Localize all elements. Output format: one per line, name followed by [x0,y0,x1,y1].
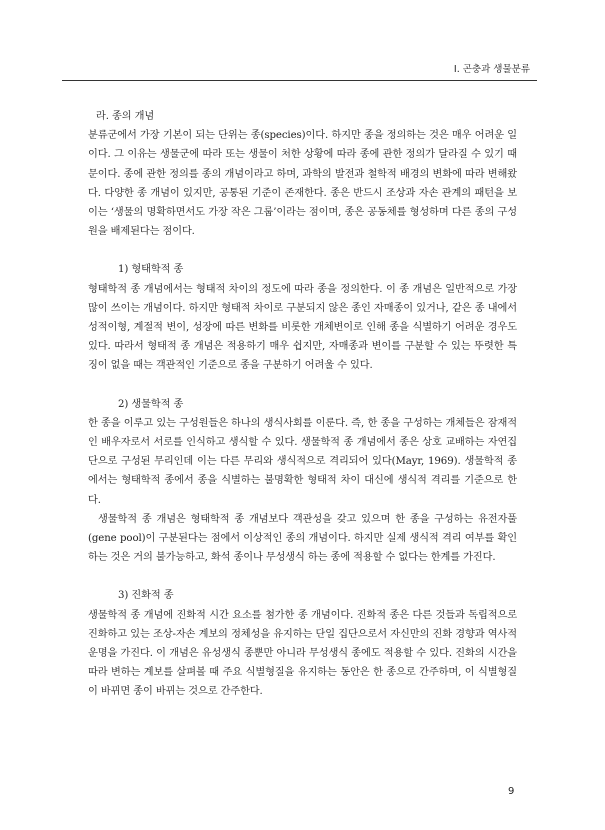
section-heading: 라. 종의 개념 [96,111,155,122]
spacer [88,567,517,586]
paragraph-biological-2: 생물학적 종 개념은 형태학적 종 개념보다 객관성을 갖고 있으며 한 종을 구성하는 유전자풀(gene pool)이 구분된다는 점에서 이상적인 종의 개념이다. 하지만 실제 생식적 격리 여부를 확인하는 것은 거의 불가능하고, 화석 종이나 무성생식 하는 종에 적용할 수 없다는 한계를 가진다. [88,513,517,564]
subsection-heading-biological: 2) 생물학적 종 [118,398,184,410]
subsection-heading-evolutionary: 3) 진화적 종 [118,590,174,602]
paragraph-morphological: 형태학적 종 개념에서는 형태적 차이의 정도에 따라 종을 정의한다. 이 종 개념은 일반적으로 가장 많이 쓰이는 개념이다. 하지만 형태적 차이로 구분되지 않은 종인 자매종이 있거나, 같은 종 내에서 성적이형, 계절적 변이, 성장에 따른 변화를 비롯한 개체변이로 인해 종을 식별하기 어려운 경우도 있다. 따라서 형태적 종 개념은 적용하기 매우 쉽지만, 자매종과 변이를 구분할 수 있는 뚜렷한 특징이 없을 때는 객관적인 기준으로 종을 구분하기 어려울 수 있다. [88,283,517,372]
spacer [88,241,517,260]
section-paragraph: 분류군에서 가장 기본이 되는 단위는 종(species)이다. 하지만 종을 정의하는 것은 매우 어려운 일이다. 그 이유는 생물군에 따라 또는 생물이 처한 상황에 따라 종에 관한 정의가 달라질 수 있기 때문이다. 종에 관한 정의를 종의 개념이라고 하며, 과학의 발전과 철학적 배경의 변화에 따라 변해왔다. 다양한 종 개념이 있지만, 공통된 기준이 존재한다. 종은 반드시 조상과 자손 관계의 패턴을 보이는 ‘생물의 명확하면서도 가장 작은 그룹’이라는 점이며, 종은 공동체를 형성하며 다른 종의 구성원을 배제된다는 점이다. [88,130,517,238]
subsection-heading-morphological: 1) 형태학적 종 [118,264,184,276]
paragraph-biological-1: 한 종을 이루고 있는 구성원들은 하나의 생식사회를 이룬다. 즉, 한 종을 구성하는 개체들은 잠재적인 배우자로서 서로를 인식하고 생식할 수 있다. 생물학적 종 개념에서 종은 상호 교배하는 자연집단으로 구성된 무리인데 이는 다른 무리와 생식적으로 격리되어 있다(Mayr, 1969). 생물학적 종에서는 형태학적 종에서 종을 식별하는 불명확한 형태적 차이 대신에 생식적 격리를 기준으로 한다. [88,417,517,506]
spacer [88,376,517,395]
running-header: Ⅰ. 곤충과 생물분류 [453,64,530,75]
paragraph-evolutionary: 생물학적 종 개념에 진화적 시간 요소를 첨가한 종 개념이다. 진화적 종은 다른 것들과 독립적으로 진화하고 있는 조상-자손 계보의 정체성을 유지하는 단일 집단으로서 자신만의 진화 경향과 역사적 운명을 가진다. 이 개념은 유성생식 종뿐만 아니라 무성생식 종에도 적용할 수 있다. 진화의 시간을 따라 변하는 계보를 살펴볼 때 주요 식별형질을 유지하는 동안은 한 종으로 간주하며, 이 식별형질이 바뀌면 종이 바뀌는 것으로 간주한다. [88,609,517,698]
page-number: 9 [508,786,515,797]
page-body [88,107,517,702]
header-rule [62,80,537,81]
